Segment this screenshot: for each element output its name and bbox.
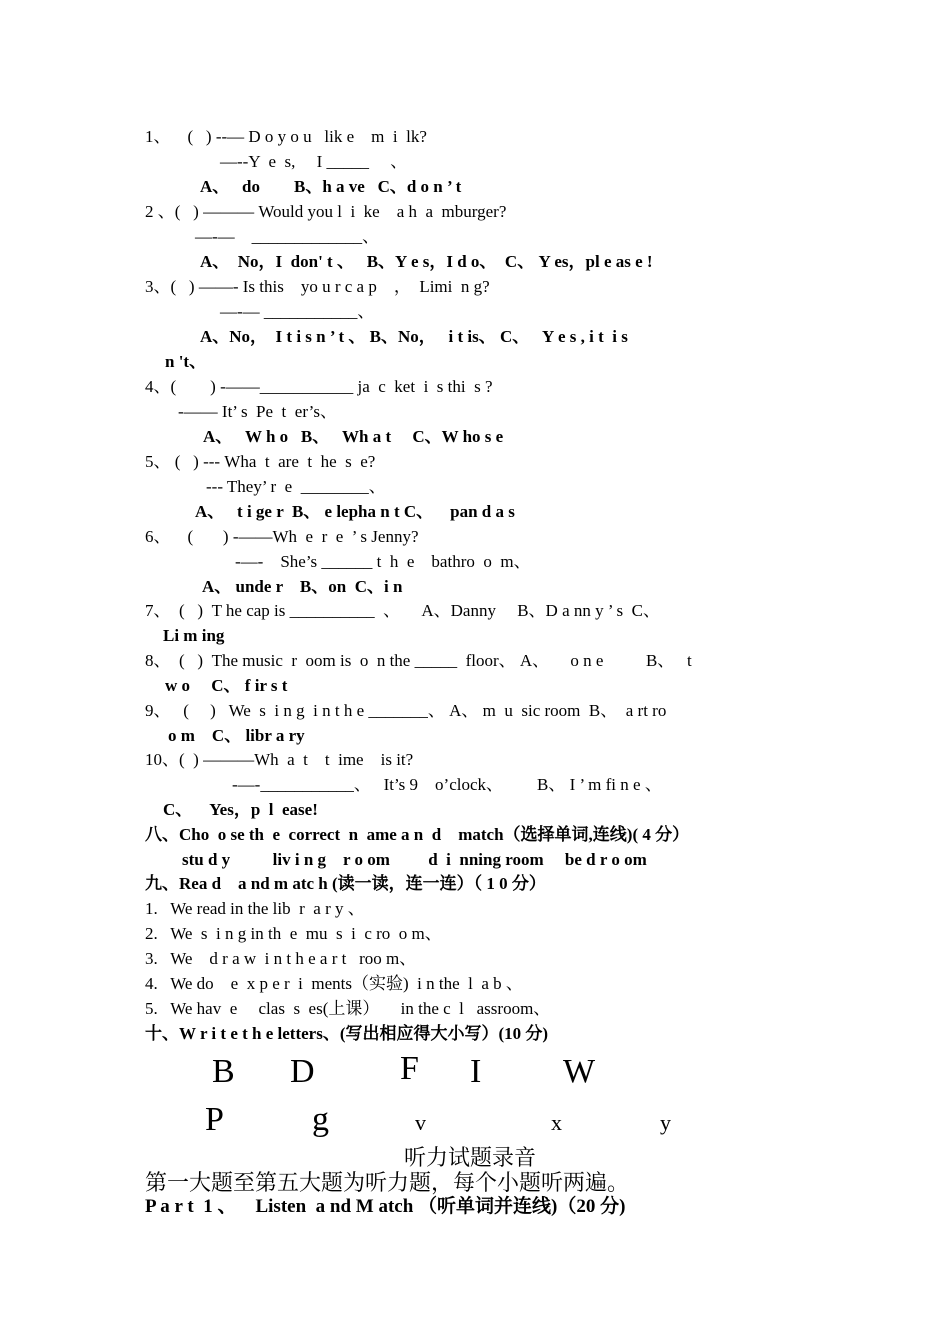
- letter: B: [212, 1053, 235, 1090]
- letter: D: [290, 1053, 315, 1090]
- q2-reply: —-— _____________、: [195, 227, 380, 246]
- section9-item: 2. We s i n g in th e mu s i c ro o m、: [145, 924, 442, 943]
- q8-cont: w o C、 f ir s t: [165, 676, 288, 695]
- section8-words: stu d y liv i n g r o om d i nning room be d r o om: [182, 850, 647, 869]
- listening-heading: 听力试题录音: [404, 1145, 537, 1170]
- q1-reply: —--Y e s, I _____ 、: [220, 152, 408, 171]
- q7-stem: 7、 ( ) T he cap is __________ 、 A、Danny B、D a nn y ’ s C、: [145, 601, 660, 620]
- q6-stem: 6、 ( ) -——Wh e r e ’ s Jenny?: [145, 527, 419, 546]
- q6-reply: -—- She’s ______ t h e bathro o m、: [235, 552, 531, 571]
- q10-stem: 10、( ) ———Wh a t t ime is it?: [145, 750, 414, 769]
- letter: v: [415, 1110, 426, 1135]
- section9-item: 5. We hav e clas s es(上课） in the c l assroom、: [145, 999, 551, 1018]
- q10-reply: -—-___________、 It’s 9 o’clock、 B、 I ’ m fi n e 、: [232, 775, 662, 794]
- q5-options: A、 t i ge r B、 e lepha n t C、 pan d a s: [195, 502, 515, 521]
- q2-stem: 2 、( ) ——— Would you l i ke a h a mburger?: [145, 202, 507, 221]
- letter: y: [660, 1110, 671, 1135]
- letter: P: [205, 1101, 224, 1138]
- q7-cont: Li m ing: [163, 626, 225, 645]
- listening-intro: 第一大题至第五大题为听力题，每个小题听两遍。: [145, 1170, 630, 1195]
- q3-options-cont: n 't、: [165, 352, 207, 371]
- section10-title: 十、W r i t e t h e letters、(写出相应得大小写）(10 分): [145, 1024, 549, 1043]
- q1-stem: 1、 ( ) --— D o y o u lik e m i lk?: [145, 127, 427, 146]
- q3-options: A、No， I t i s n ’ t 、 B、No， i t is、 C、 Y e s , i t i s: [200, 327, 628, 346]
- part1-title: P a r t 1 、 Listen a nd M atch （听单词并连线)（20 分): [145, 1196, 626, 1217]
- letter: I: [470, 1053, 482, 1090]
- q3-reply: —-— ___________、: [220, 302, 375, 321]
- q10-cont: C、 Yes，p l ease!: [163, 800, 318, 819]
- q4-stem: 4、( ) -——___________ ja c ket i s thi s ?: [145, 377, 493, 396]
- letter: x: [551, 1110, 562, 1135]
- q4-options: A、 W h o B、 Wh a t C、W ho s e: [203, 427, 504, 446]
- q6-options: A、 unde r B、on C、i n: [202, 577, 403, 596]
- q5-reply: --- They’ r e ________、: [206, 477, 386, 496]
- q4-reply: -—— It’ s Pe t er’s、: [178, 402, 337, 421]
- section9-title: 九、Rea d a nd m atc h (读一读，连一连）（ 1 0 分）: [145, 874, 546, 893]
- q5-stem: 5、 ( ) --- Wha t are t he s e?: [145, 452, 376, 471]
- section9-item: 1. We read in the lib r a r y 、: [145, 899, 365, 918]
- letter: F: [400, 1050, 419, 1087]
- section9-item: 3. We d r a w i n t h e a r t roo m、: [145, 949, 417, 968]
- letter: W: [563, 1053, 596, 1090]
- section9-item: 4. We do e x p e r i ments（实验) i n the l a b 、: [145, 974, 523, 993]
- q2-options: A、 No，I don' t 、 B、Y e s，I d o、 C、 Y es，pl e as e !: [200, 252, 653, 271]
- letter: g: [312, 1101, 329, 1138]
- section8-title: 八、Cho o se th e correct n ame a n d match（选择单词,连线)( 4 分）: [145, 825, 690, 844]
- q9-cont: o m C、 libr a ry: [168, 726, 305, 745]
- q1-options: A、 do B、h a ve C、d o n ’ t: [200, 177, 462, 196]
- q8-stem: 8、 ( ) The music r oom is o n the _____ floor、 A、 o n e B、 t: [145, 651, 692, 670]
- q3-stem: 3、( ) ——- Is this yo u r c a p ， Limi n g?: [145, 277, 490, 296]
- q9-stem: 9、 ( ) We s i n g i n t h e _______、 A、 m u sic room B、 a rt ro: [145, 701, 667, 720]
